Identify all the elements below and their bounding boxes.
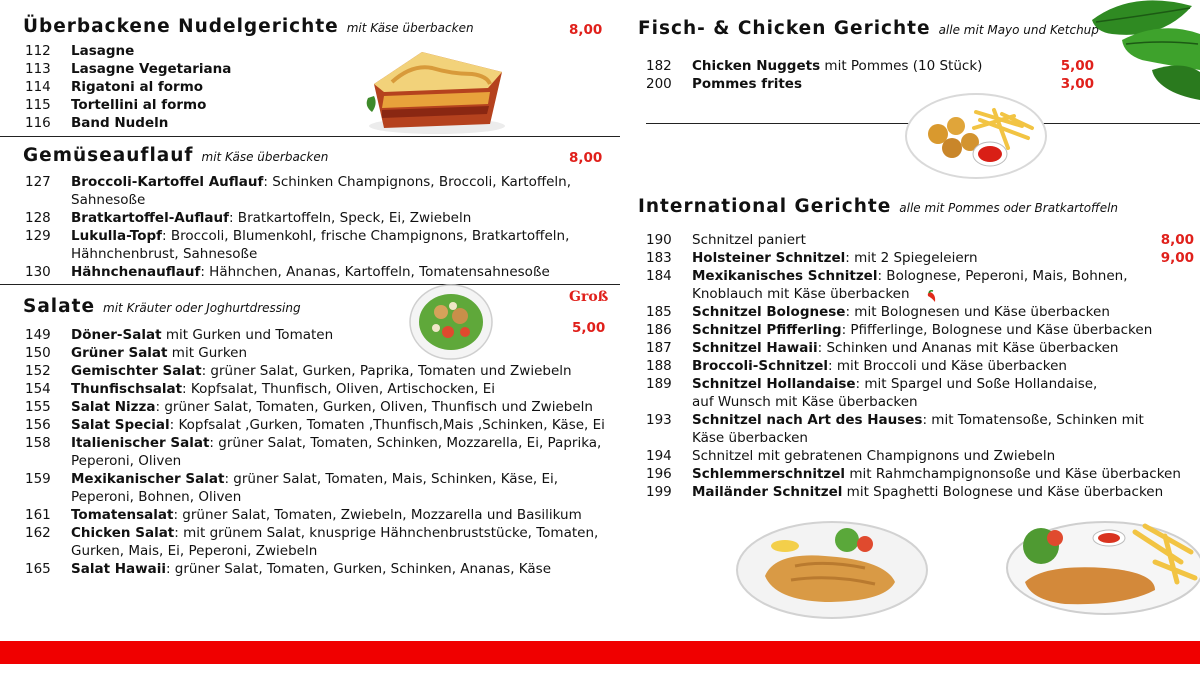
size-label: Groß (569, 289, 609, 305)
menu-item-continued (25, 191, 620, 209)
menu-item (25, 560, 625, 578)
menu-item (25, 380, 625, 398)
item-description: : mit Bolognesen und Käse überbacken (845, 304, 1110, 320)
item-price: 8,00 (1160, 232, 1194, 248)
item-name: Broccoli-Schnitzel (692, 358, 829, 374)
item-text (71, 114, 365, 132)
item-description: Schnitzel mit gebratenen Champignons und Zwiebeln (692, 448, 1056, 464)
menu-item (25, 60, 365, 78)
menu-item (646, 57, 1094, 75)
item-number-spacer (646, 285, 692, 303)
menu-item (646, 321, 1194, 339)
item-name: Schnitzel Pfifferling (692, 322, 842, 338)
item-number: 113 (25, 61, 51, 77)
item-text (71, 173, 620, 191)
item-name: Tortellini al formo (71, 97, 207, 113)
menu-item (25, 114, 365, 132)
item-text (692, 75, 1061, 93)
item-number: 158 (25, 435, 51, 451)
item-text (692, 357, 1194, 375)
menu-item (25, 326, 625, 344)
item-description: : mit Spargel und Soße Hollandaise, (855, 376, 1098, 392)
section-divider (0, 284, 620, 285)
item-description: : Schinken Champignons, Broccoli, Kartoffeln, (263, 174, 572, 190)
item-number: 150 (25, 345, 51, 361)
item-number-spacer (25, 488, 71, 506)
item-text (71, 96, 365, 114)
item-description: : Broccoli, Blumenkohl, frische Champignons, Bratkartoffeln, (162, 228, 570, 244)
item-description-continued: auf Wunsch mit Käse überbacken (692, 394, 918, 410)
item-number: 152 (25, 363, 51, 379)
item-name: Salat Hawaii (71, 561, 166, 577)
item-number: 165 (25, 561, 51, 577)
item-number: 196 (646, 466, 672, 482)
menu-item (25, 344, 625, 362)
item-name: Salat Special (71, 417, 170, 433)
section-title-fisch (638, 18, 1099, 39)
menu-item (25, 209, 620, 227)
section-heading: Fisch- & Chicken Gerichte (638, 18, 931, 39)
item-text (692, 375, 1194, 393)
section-heading: Salate (23, 296, 96, 317)
item-description: mit Gurken und Tomaten (161, 327, 334, 343)
item-name: Hähnchenauflauf (71, 264, 201, 280)
menu-item (25, 524, 625, 542)
footer-red-bar (0, 641, 1200, 664)
item-number: 190 (646, 232, 672, 248)
section-heading: Überbackene Nudelgerichte (23, 16, 339, 37)
section-heading: Gemüseauflauf (23, 145, 194, 166)
item-description: : grüner Salat, Tomaten, Schinken, Mozzarella, Ei, Paprika, (209, 435, 602, 451)
item-name: Mexikanischer Salat (71, 471, 225, 487)
item-text (692, 483, 1194, 501)
schnitzel-plate-image (735, 516, 929, 620)
section-price: 5,00 (572, 320, 606, 336)
item-text (71, 42, 365, 60)
menu-item (25, 506, 625, 524)
item-name: Thunfischsalat (71, 381, 183, 397)
section-subtitle: mit Käse überbacken (346, 21, 474, 35)
item-number: 199 (646, 484, 672, 500)
item-price: 5,00 (1060, 58, 1094, 74)
item-number: 161 (25, 507, 51, 523)
item-name: Italienischer Salat (71, 435, 210, 451)
item-description-continued: Käse überbacken (692, 430, 808, 446)
item-name: Lasagne (71, 43, 135, 59)
item-description: : Hähnchen, Ananas, Kartoffeln, Tomatensahnesoße (200, 264, 550, 280)
item-name: Mailänder Schnitzel (692, 484, 843, 500)
menu-item-continued (646, 429, 1194, 447)
item-text (71, 227, 620, 245)
item-description: : mit Tomatensoße, Schinken mit (922, 412, 1144, 428)
schnitzel-fries-image (1005, 512, 1200, 616)
item-number: 149 (25, 327, 51, 343)
item-text (71, 362, 625, 380)
item-description-continued: Sahnesoße (71, 192, 146, 208)
item-text (71, 60, 365, 78)
item-number: 155 (25, 399, 51, 415)
item-text (692, 465, 1194, 483)
section-price: 8,00 (569, 150, 603, 166)
menu-item-continued (646, 393, 1194, 411)
item-description: : mit 2 Spiegeleiern (845, 250, 978, 266)
item-description-continued: Peperoni, Bohnen, Oliven (71, 489, 242, 505)
menu-list-salate (25, 326, 625, 578)
item-description: : Kopfsalat ,Gurken, Tomaten ,Thunfisch,Mais ,Schinken, Käse, Ei (169, 417, 605, 433)
item-number: 112 (25, 43, 51, 59)
item-description: mit Gurken (167, 345, 248, 361)
menu-item (646, 483, 1194, 501)
item-description: mit Rahmchampignonsoße und Käse überbacken (845, 466, 1181, 482)
item-description: : grüner Salat, Tomaten, Gurken, Oliven, Thunfisch und Zwiebeln (155, 399, 593, 415)
item-text (692, 321, 1194, 339)
item-text (71, 209, 620, 227)
item-number: 187 (646, 340, 672, 356)
item-name: Schnitzel nach Art des Hauses (692, 412, 923, 428)
item-text (71, 78, 365, 96)
menu-item (646, 375, 1194, 393)
item-number: 188 (646, 358, 672, 374)
item-number: 156 (25, 417, 51, 433)
item-description: : grüner Salat, Tomaten, Mais, Schinken, Käse, Ei, (224, 471, 559, 487)
menu-item (646, 447, 1194, 465)
item-text (71, 344, 625, 362)
lasagne-image (362, 44, 512, 136)
item-description: : Bratkartoffeln, Speck, Ei, Zwiebeln (228, 210, 472, 226)
item-number-spacer (25, 542, 71, 560)
menu-item (646, 231, 1194, 249)
item-name: Döner-Salat (71, 327, 162, 343)
section-title-gemuese (23, 145, 328, 166)
item-text (692, 267, 1194, 285)
item-name: Grüner Salat (71, 345, 168, 361)
item-number: 154 (25, 381, 51, 397)
section-price: 8,00 (569, 22, 603, 38)
item-number: 162 (25, 525, 51, 541)
item-description-continued: Hähnchenbrust, Sahnesoße (71, 246, 258, 262)
item-number: 128 (25, 210, 51, 226)
menu-item (25, 173, 620, 191)
item-text (71, 434, 625, 452)
item-number: 182 (646, 58, 672, 74)
item-name: Chicken Nuggets (692, 58, 821, 74)
item-text (71, 398, 625, 416)
item-description: : mit grünem Salat, knusprige Hähnchenbruststücke, Tomaten, (174, 525, 599, 541)
item-text (692, 57, 1061, 75)
item-text (692, 231, 1161, 249)
menu-item (646, 267, 1194, 285)
item-description-continued: Knoblauch mit Käse überbacken (692, 286, 910, 302)
item-number: 115 (25, 97, 51, 113)
item-description: Schnitzel paniert (692, 232, 806, 248)
section-title-nudel (23, 16, 474, 37)
item-number-spacer (25, 191, 71, 209)
item-name: Broccoli-Kartoffel Auflauf (71, 174, 264, 190)
item-name: Rigatoni al formo (71, 79, 204, 95)
section-divider (0, 136, 620, 137)
item-name: Gemischter Salat (71, 363, 202, 379)
item-name: Schlemmerschnitzel (692, 466, 846, 482)
item-description: : Schinken und Ananas mit Käse überbacken (817, 340, 1119, 356)
item-text (71, 380, 625, 398)
menu-item (25, 398, 625, 416)
item-text (71, 416, 625, 434)
menu-item (646, 75, 1094, 93)
section-subtitle: mit Käse überbacken (201, 150, 329, 164)
item-description: : grüner Salat, Tomaten, Gurken, Schinken, Ananas, Käse (165, 561, 552, 577)
item-text (71, 506, 625, 524)
item-number: 159 (25, 471, 51, 487)
section-heading: International Gerichte (638, 196, 892, 217)
item-number: 184 (646, 268, 672, 284)
item-name: Schnitzel Hawaii (692, 340, 818, 356)
menu-item (646, 249, 1194, 267)
menu-item (646, 465, 1194, 483)
item-text (692, 411, 1194, 429)
chili-pepper-icon (926, 290, 938, 304)
item-description: mit Spaghetti Bolognese und Käse überbacken (842, 484, 1164, 500)
item-description: : Bolognese, Peperoni, Mais, Bohnen, (877, 268, 1128, 284)
item-number: 130 (25, 264, 51, 280)
item-number: 183 (646, 250, 672, 266)
section-title-salate (23, 296, 301, 317)
item-number: 200 (646, 76, 672, 92)
section-subtitle: alle mit Pommes oder Bratkartoffeln (899, 201, 1119, 215)
item-text (692, 447, 1194, 465)
item-name: Tomatensalat (71, 507, 174, 523)
menu-item (25, 96, 365, 114)
item-name: Salat Nizza (71, 399, 156, 415)
item-number: 186 (646, 322, 672, 338)
menu-list-fisch (646, 57, 1094, 93)
item-name: Mexikanisches Schnitzel (692, 268, 878, 284)
item-number: 193 (646, 412, 672, 428)
item-number: 114 (25, 79, 51, 95)
item-name: Pommes frites (692, 76, 802, 92)
section-subtitle: alle mit Mayo und Ketchup (938, 23, 1099, 37)
menu-list-gemuese (25, 173, 620, 281)
item-number: 129 (25, 228, 51, 244)
item-name: Holsteiner Schnitzel (692, 250, 846, 266)
item-name: Bratkartoffel-Auflauf (71, 210, 229, 226)
menu-item (25, 362, 625, 380)
item-number-spacer (646, 429, 692, 447)
item-description: : grüner Salat, Tomaten, Zwiebeln, Mozzarella und Basilikum (173, 507, 582, 523)
item-number: 127 (25, 174, 51, 190)
item-description: : Kopfsalat, Thunfisch, Oliven, Artischocken, Ei (182, 381, 496, 397)
item-number: 185 (646, 304, 672, 320)
item-name: Chicken Salat (71, 525, 175, 541)
item-text (692, 339, 1194, 357)
menu-item (25, 470, 625, 488)
menu-item (25, 434, 625, 452)
item-price: 3,00 (1060, 76, 1094, 92)
menu-item (25, 227, 620, 245)
item-number-spacer (25, 452, 71, 470)
item-name: Lasagne Vegetariana (71, 61, 232, 77)
item-text (692, 303, 1194, 321)
item-description-continued: Gurken, Mais, Ei, Peperoni, Zwiebeln (71, 543, 318, 559)
item-text (71, 470, 625, 488)
item-text (692, 249, 1161, 267)
menu-item (646, 339, 1194, 357)
item-text (71, 560, 625, 578)
item-number: 194 (646, 448, 672, 464)
item-description: : mit Broccoli und Käse überbacken (828, 358, 1067, 374)
item-number: 189 (646, 376, 672, 392)
item-name: Band Nudeln (71, 115, 169, 131)
menu-item-continued (25, 245, 620, 263)
section-title-international (638, 196, 1118, 217)
menu-item (646, 411, 1194, 429)
menu-item (646, 303, 1194, 321)
item-number: 116 (25, 115, 51, 131)
item-description: mit Pommes (10 Stück) (820, 58, 983, 74)
menu-list-international (646, 231, 1194, 501)
menu-list-nudel (25, 42, 365, 132)
menu-item (25, 416, 625, 434)
menu-item (25, 263, 620, 281)
item-text (71, 326, 625, 344)
item-number-spacer (25, 245, 71, 263)
item-name: Schnitzel Bolognese (692, 304, 846, 320)
item-description: : Pfifferlinge, Bolognese und Käse überbacken (841, 322, 1153, 338)
menu-item (646, 357, 1194, 375)
menu-item-continued (25, 488, 625, 506)
menu-item-continued (646, 285, 1194, 303)
item-description-continued: Peperoni, Oliven (71, 453, 182, 469)
section-subtitle: mit Kräuter oder Joghurtdressing (103, 301, 301, 315)
menu-item-continued (25, 452, 625, 470)
menu-item (25, 78, 365, 96)
item-number-spacer (646, 393, 692, 411)
item-text (71, 263, 620, 281)
item-name: Schnitzel Hollandaise (692, 376, 856, 392)
item-description: : grüner Salat, Gurken, Paprika, Tomaten und Zwiebeln (201, 363, 572, 379)
item-text (71, 524, 625, 542)
chicken-nuggets-image (904, 92, 1048, 180)
item-price: 9,00 (1160, 250, 1194, 266)
item-name: Lukulla-Topf (71, 228, 163, 244)
basil-leaves-decoration (1082, 0, 1200, 100)
menu-item (25, 42, 365, 60)
menu-item-continued (25, 542, 625, 560)
